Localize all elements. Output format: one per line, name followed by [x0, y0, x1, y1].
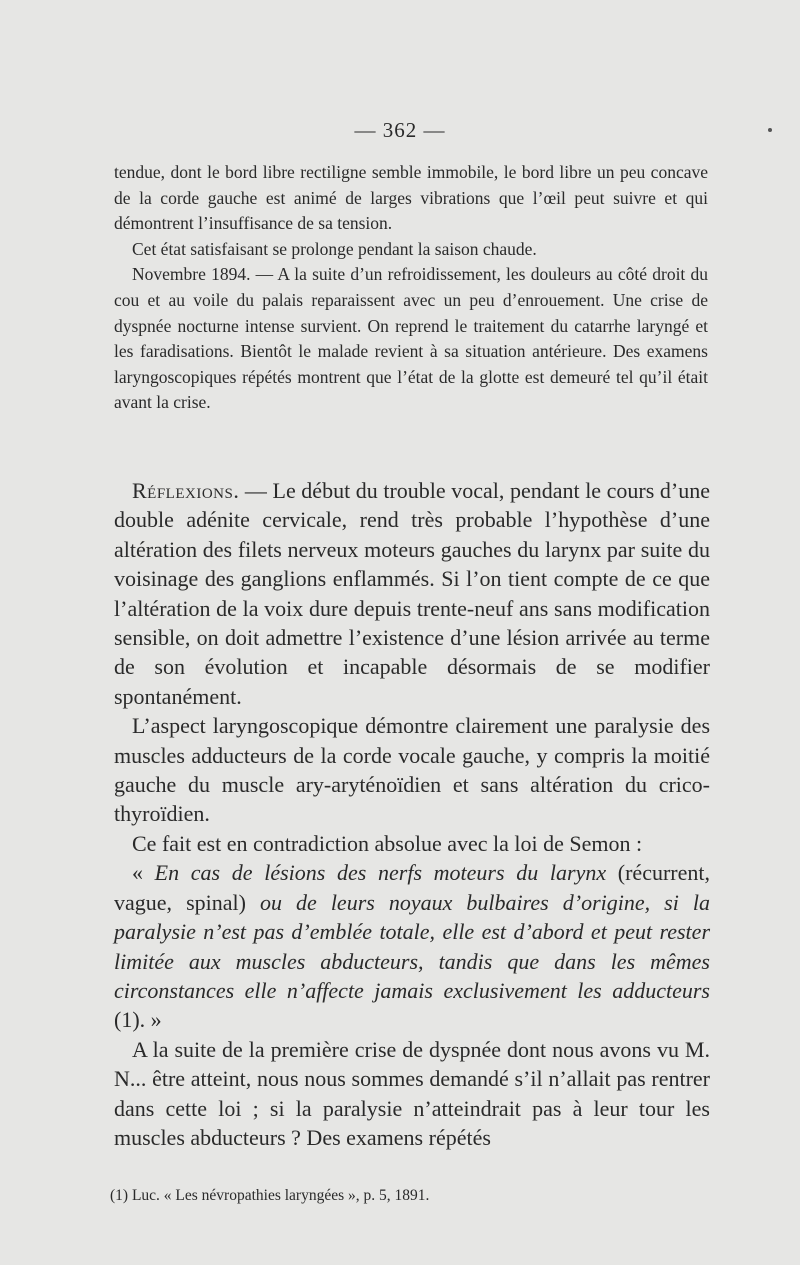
paper-speck-decoration	[768, 128, 772, 132]
quote-close: (1). »	[114, 1007, 162, 1033]
quote-italic-part-2: ou de leurs noyaux bulbaires d’origine, si la paralysie n’est pas d’emblée totale, elle est d’abord et peut rester limitée aux muscles abducteurs, tandis que dans les mêmes circonstances elle n’affecte jamais exclusivement les adducteurs	[114, 889, 710, 1003]
paragraph-laryngoscopic-aspect: L’aspect laryngoscopique démontre clairement une paralysie des muscles adducteurs de la corde vocale gauche, y compris la moitié gauche du muscle ary-aryténoïdien et sans altération du crico-thyroïdien.	[114, 713, 710, 827]
case-notes-section	[114, 160, 708, 416]
page-number: — 362 —	[354, 118, 446, 142]
quote-italic-part-1: En cas de lésions des nerfs moteurs du larynx	[154, 860, 607, 886]
paragraph-first-crisis: A la suite de la première crise de dyspnée dont nous avons vu M. N... être atteint, nous nous sommes demandé s’il n’allait pas rentrer dans cette loi ; si la paralysie n’atteindrait pas à leur tour les muscles abducteurs ? Des examens répétés	[114, 1036, 710, 1150]
reflexions-text: — Le début du trouble vocal, pendant le cours d’une double adénite cervicale, rend très probable l’hypothèse d’une altération des filets nerveux moteurs gauches du larynx par suite du voisinage des ganglions enflammés. Si l’on tient compte de ce que l’altération de la voix dure depuis trente-neuf ans sans modification sensible, on doit admettre l’existence d’une lésion arrivée au terme de son évolution et incapable désormais de se modifier spontanément.	[114, 478, 710, 709]
paragraph-vocal-cords: tendue, dont le bord libre rectiligne semble immobile, le bord libre un peu concave de la corde gauche est animé de larges vibrations que l’œil peut suivre et qui démontrent l’insuffisance de sa tension.	[114, 162, 708, 234]
paragraph-november-1894: Novembre 1894. — A la suite d’un refroidissement, les douleurs au côté droit du cou et au voile du palais reparaissent avec un peu d’enrouement. Une crise de dyspnée nocturne intense survient. On reprend le traitement du catarrhe laryngé et les faradisations. Bientôt le malade revient à sa situation antérieure. Des examens laryngoscopiques répétés montrent que l’état de la glotte est demeuré tel qu’il était avant la crise.	[114, 264, 708, 413]
reflexions-section	[114, 476, 710, 1152]
paragraph-semon-quote	[114, 858, 710, 1034]
quote-plain-part: (récurrent, vague, spinal)	[114, 860, 710, 915]
quote-open: «	[132, 860, 155, 886]
paragraph-warm-season: Cet état satisfaisant se prolonge pendant la saison chaude.	[132, 238, 537, 259]
paragraph-reflexions	[114, 476, 710, 711]
paragraph-semon-law-intro: Ce fait est en contradiction absolue avec la loi de Semon :	[132, 830, 643, 856]
reflexions-heading: Réflexions.	[132, 478, 240, 503]
footnote: (1) Luc. « Les névropathies laryngées », p. 5, 1891.	[110, 1187, 430, 1204]
